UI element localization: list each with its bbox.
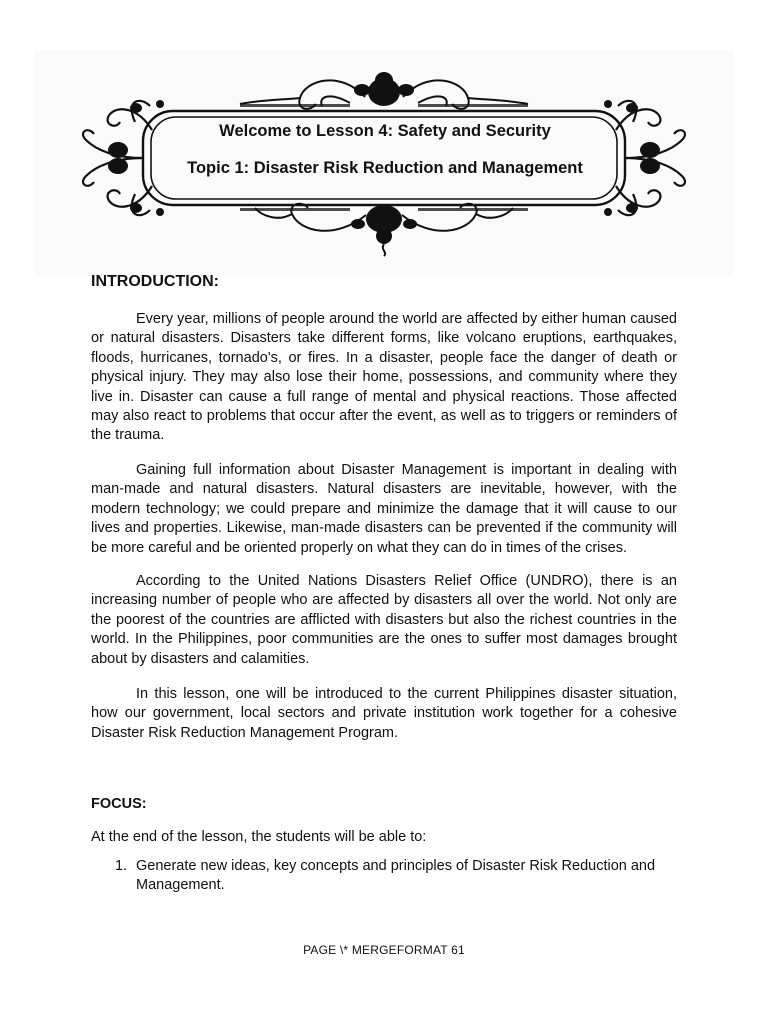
list-item [91, 857, 677, 896]
list-item-number: 1. [115, 858, 128, 874]
bottom-flourish [351, 205, 417, 244]
intro-paragraph-3: According to the United Nations Disasters Relief Office (UNDRO), there is an increasing number of people who are affected by disasters all over the world. Not only are the poorest of the countries are afflicted with disasters but also the richest countries in the world. In the Philippines, poor communities are the ones to suffer most damages brought about by disasters and calamities. [91, 573, 677, 667]
list-item-text: Generate new ideas, key concepts and principles of Disaster Risk Reduction and Management. [136, 858, 656, 894]
objectives-list [91, 857, 677, 896]
topic-title: Topic 1: Disaster Risk Reduction and Management [187, 159, 583, 177]
intro-paragraph-2: Gaining full information about Disaster Management is important in dealing with man-made and natural disasters. Natural disasters are inevitable, however, with the modern technology; we could prepare and minimize the damage that it will cause to our lives and properties. Likewise, man-made disasters can be prevented if the community will be more careful and be oriented properly on what they can do in times of the crises. [91, 462, 677, 556]
right-flourish [616, 101, 685, 215]
left-flourish [83, 101, 152, 215]
top-flourish [354, 72, 414, 106]
focus-heading: FOCUS: [91, 796, 147, 812]
page-footer: PAGE \* MERGEFORMAT 61 [303, 943, 465, 957]
lesson-title: Welcome to Lesson 4: Safety and Security [219, 122, 551, 140]
intro-paragraph-1: Every year, millions of people around the world are affected by either human caused or natural disasters. Disasters take different forms, like volcano eruptions, earthquakes, floods, hurricanes, tornado's, or fires. In a disaster, people face the danger of death or physical injury. They may also lose their home, possessions, and community where they live in. Disaster can cause a full range of mental and physical reactions. Those affected may also react to problems that occur after the event, as well as to triggers or reminders of the trauma. [91, 311, 677, 444]
intro-paragraph-4: In this lesson, one will be introduced to the current Philippines disaster situation, how our government, local sectors and private institution work together for a cohesive Disaster Risk Reduction Management Program. [91, 686, 677, 741]
banner-title-box [150, 117, 620, 199]
introduction-heading: INTRODUCTION: [91, 273, 219, 290]
focus-lead-text: At the end of the lesson, the students will be able to: [91, 829, 427, 845]
